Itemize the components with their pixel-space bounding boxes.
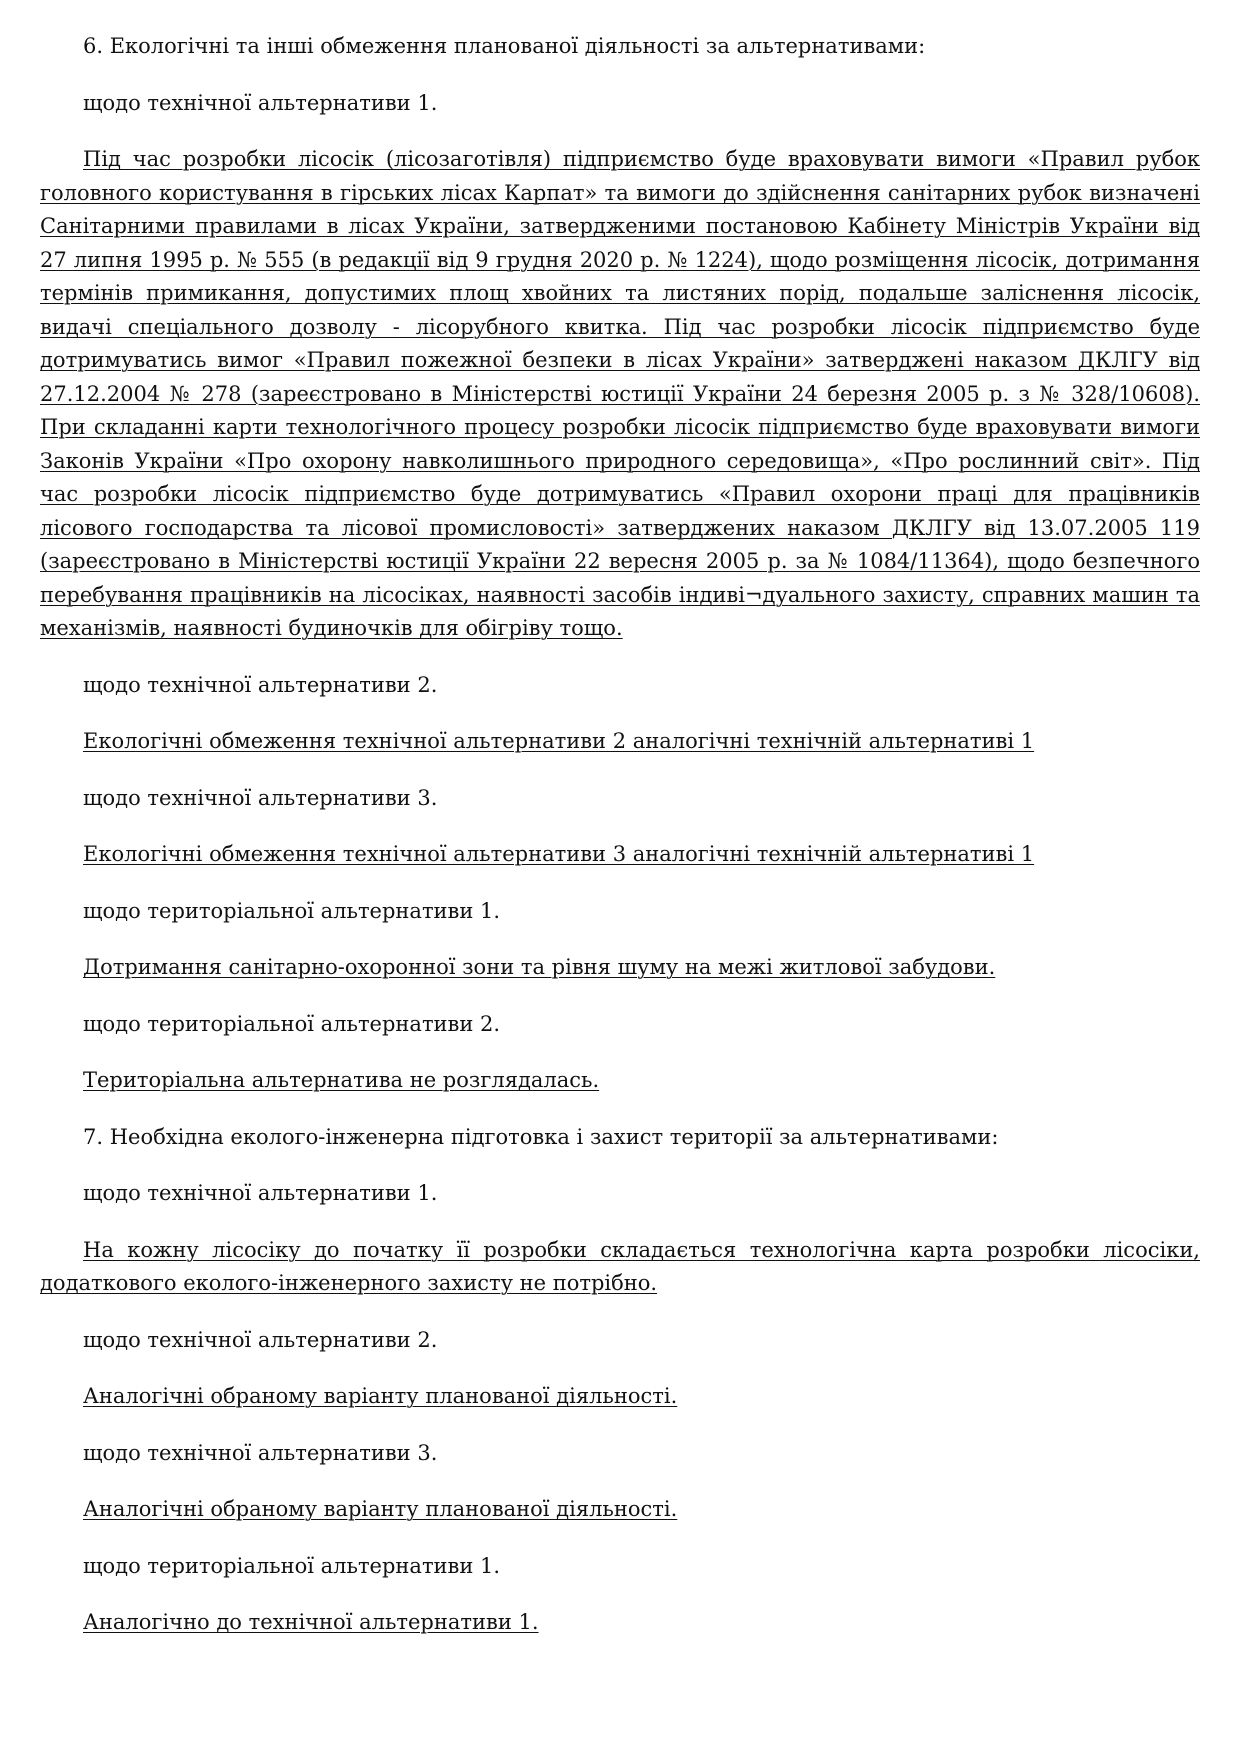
s6-tech-alt-3-text	[40, 838, 1200, 872]
s7-terr-alt-1-text	[40, 1606, 1200, 1640]
s7-tech-alt-3-text	[40, 1493, 1200, 1527]
s6-terr-alt-1-label: щодо територіальної альтернативи 1.	[83, 898, 501, 923]
section-7-heading: 7. Необхідна еколого-інженерна підготовка і захист території за альтернативами:	[83, 1124, 999, 1149]
s6-terr-alt-2-label: щодо територіальної альтернативи 2.	[83, 1011, 501, 1036]
s6-terr-alt-2-underlined-text: Територіальна альтернатива не розглядалась.	[83, 1068, 600, 1092]
s6-tech-alt-3-label: щодо технічної альтернативи 3.	[83, 785, 438, 810]
s7-tech-alt-1-text	[40, 1234, 1200, 1301]
s7-tech-alt-2-text	[40, 1380, 1200, 1414]
s6-tech-alt-2-text	[40, 725, 1200, 759]
s6-tech-alt-1-text	[40, 143, 1200, 646]
s6-terr-alt-1-underlined-text: Дотримання санітарно-охоронної зони та рівня шуму на межі житлової забудови.	[83, 955, 996, 979]
s6-tech-alt-3-underlined-text: Екологічні обмеження технічної альтернативи 3 аналогічні технічній альтернативі 1	[83, 842, 1035, 866]
s6-terr-alt-1-text	[40, 951, 1200, 985]
s7-tech-alt-2-label: щодо технічної альтернативи 2.	[83, 1327, 438, 1352]
s7-terr-alt-1-underlined-text: Аналогічно до технічної альтернативи 1.	[83, 1610, 539, 1634]
s6-tech-alt-2-label: щодо технічної альтернативи 2.	[83, 672, 438, 697]
s7-tech-alt-2-underlined-text: Аналогічні обраному варіанту планованої діяльності.	[83, 1384, 678, 1408]
s7-tech-alt-3-label: щодо технічної альтернативи 3.	[83, 1440, 438, 1465]
s6-tech-alt-1-underlined-text: Під час розробки лісосік (лісозаготівля) підприємство буде враховувати вимоги «Правил рубок головного користування в гірських лісах Карпат» та вимоги до здійснення санітарних рубок визначені Санітарними правилами в лісах України, затвердженими постановою Кабінету Міністрів України від 27 липня 1995 р. № 555 (в редакції від 9 грудня 2020 р. № 1224), щодо розміщення лісосік, дотримання термінів примикання, допустимих площ хвойних та листяних порід, подальше заліснення лісосік, видачі спеціального дозволу - лісорубного квитка. Під час розробки лісосік підприємство буде дотримуватись вимог «Правил пожежної безпеки в лісах України» затверджені наказом ДКЛГУ від 27.12.2004 № 278 (зареєстровано в Міністерстві юстиції України 24 березня 2005 р. з № 328/10608). При складанні карти технологічного процесу розробки лісосік підприємство буде враховувати вимоги Законів України «Про охорону навколишнього природного середовища», «Про рослинний світ». Під час розробки лісосік підприємство буде дотримуватись «Правил охорони праці для працівників лісового господарства та лісової промисловості» затверджених наказом ДКЛГУ від 13.07.2005 119 (зареєстровано в Міністерстві юстиції України 22 вересня 2005 р. за № 1084/11364), щодо безпечного перебування працівників на лісосіках, наявності засобів індиві¬дуального захисту, справних машин та механізмів, наявності будиночків для обігріву тощо.	[40, 147, 1200, 640]
s6-tech-alt-1-label: щодо технічної альтернативи 1.	[83, 90, 438, 115]
s7-tech-alt-1-underlined-text: На кожну лісосіку до початку її розробки складається технологічна карта розробки лісосіки, додаткового еколого-інженерного захисту не потрібно.	[40, 1237, 1200, 1295]
s7-tech-alt-3-underlined-text: Аналогічні обраному варіанту планованої діяльності.	[83, 1497, 678, 1521]
s6-terr-alt-2-text	[40, 1064, 1200, 1098]
s7-terr-alt-1-label: щодо територіальної альтернативи 1.	[83, 1553, 501, 1578]
s7-tech-alt-1-label: щодо технічної альтернативи 1.	[83, 1181, 438, 1205]
section-6-heading: 6. Екологічні та інші обмеження планованої діяльності за альтернативами:	[83, 34, 926, 58]
s6-tech-alt-2-underlined-text: Екологічні обмеження технічної альтернативи 2 аналогічні технічній альтернативі 1	[83, 729, 1035, 753]
